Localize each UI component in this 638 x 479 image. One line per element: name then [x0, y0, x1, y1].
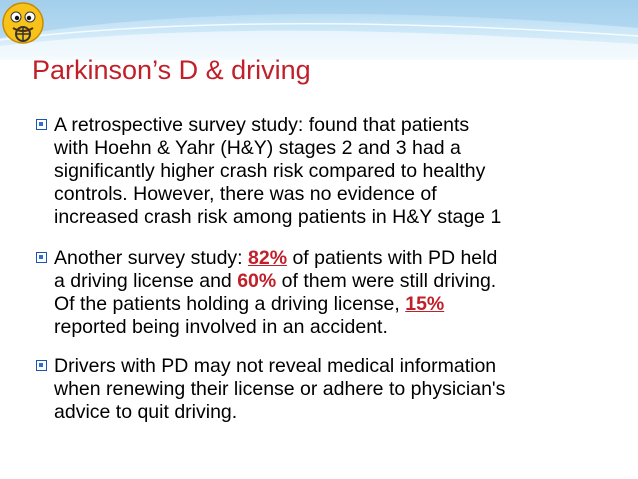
driving-smiley-icon — [0, 0, 46, 46]
bullet-line — [54, 270, 614, 293]
bullet-line: A retrospective survey study: found that patients — [54, 114, 470, 136]
bullet-item — [34, 247, 614, 339]
bullet-line: reported being involved in an accident. — [54, 316, 388, 338]
text-run: a driving license and — [54, 270, 238, 292]
highlight-82-percent: 82% — [248, 247, 288, 269]
text-run: of patients with PD held — [287, 247, 498, 269]
header-band — [0, 0, 638, 60]
bullet-list — [34, 114, 614, 442]
bullet-item — [34, 114, 614, 229]
bullet-line: advice to quit driving. — [54, 401, 238, 423]
bullet-line — [54, 293, 614, 316]
text-run: Another survey study: — [54, 247, 249, 269]
square-bullet-icon — [36, 360, 47, 371]
header-wave-decoration — [0, 0, 638, 60]
bullet-line: when renewing their license or adhere to physician's — [54, 378, 506, 400]
text-run: of them were still driving. — [276, 270, 497, 292]
text-run: Of the patients holding a driving license, — [54, 293, 406, 315]
bullet-item — [34, 355, 614, 424]
bullet-line: with Hoehn & Yahr (H&Y) stages 2 and 3 had a — [54, 137, 461, 159]
slide-title: Parkinson’s D & driving — [32, 55, 311, 85]
highlight-60-percent: 60% — [237, 270, 277, 292]
bullet-line: controls. However, there was no evidence of — [54, 183, 437, 205]
bullet-line: Drivers with PD may not reveal medical information — [54, 355, 497, 377]
highlight-15-percent: 15% — [405, 293, 445, 315]
square-bullet-icon — [36, 119, 47, 130]
bullet-line — [54, 247, 614, 270]
bullet-line: significantly higher crash risk compared to healthy — [54, 160, 486, 182]
bullet-line: increased crash risk among patients in H&Y stage 1 — [54, 206, 502, 228]
square-bullet-icon — [36, 252, 47, 263]
